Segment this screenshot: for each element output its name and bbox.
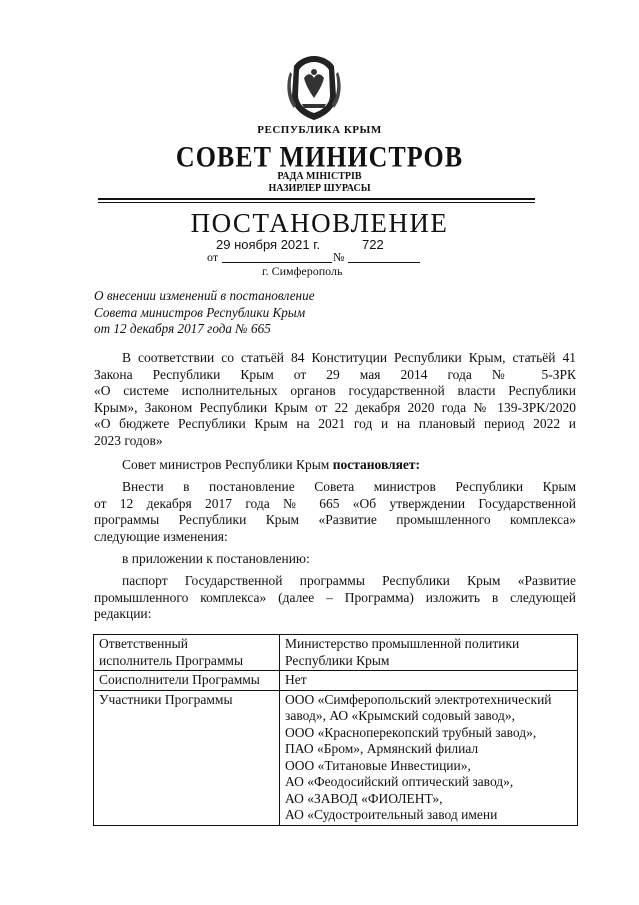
- table-row: [94, 671, 578, 691]
- table-cell-value: [280, 690, 578, 825]
- table-cell-value: [280, 671, 578, 691]
- subject-line: Совета министров Республики Крым: [94, 304, 306, 320]
- city: г. Симферополь: [262, 264, 343, 278]
- paragraph-line: Закона Республики Крым от 29 мая 2014 года № 5-ЗРК: [94, 366, 576, 382]
- council-name-crimean-tatar: НАЗИРЛЕР ШУРАСЫ: [268, 183, 371, 194]
- paragraph-line: «О системе исполнительных органов государственной власти Республики: [94, 383, 576, 398]
- cell-line: АО «Феодосийский оптический завод»,: [285, 774, 514, 789]
- number-label: №: [333, 250, 345, 264]
- cell-line: ООО «Титановые Инвестиции»,: [285, 757, 471, 773]
- resolution-text: Совет министров Республики Крым: [122, 457, 333, 472]
- republic-name: РЕСПУБЛИКА КРЫМ: [257, 124, 382, 136]
- cell-line: Нет: [285, 672, 307, 687]
- paragraph-line: паспорт Государственной программы Республики Крым «Развитие: [122, 573, 576, 588]
- cell-line: Участники Программы: [99, 691, 233, 707]
- paragraph-line: «О бюджете Республики Крым на 2021 год и на плановый период 2022 и: [94, 416, 576, 431]
- decree-title: ПОСТАНОВЛЕНИЕ: [190, 208, 449, 238]
- paragraph-line: Внести в постановление Совета министров Республики Крым: [122, 479, 576, 494]
- table-row: [94, 635, 578, 671]
- paragraph-line: от 12 декабря 2017 года № 665 «Об утверждении Государственной: [94, 495, 576, 511]
- passport-paragraph: [94, 573, 576, 623]
- cell-line: АО «ЗАВОД «ФИОЛЕНТ»,: [285, 790, 443, 806]
- subject-line: от 12 декабря 2017 года № 665: [94, 321, 271, 336]
- resolution-paragraph: [94, 457, 604, 474]
- date-underline: [222, 262, 332, 263]
- subject-line: О внесении изменений в постановление: [94, 288, 315, 303]
- paragraph-line: В соответствии со статьёй 84 Конституции Республики Крым, статьёй 41: [122, 350, 576, 365]
- cell-line: ООО «Симферопольский электротехнический: [285, 691, 552, 707]
- paragraph-line: 2023 годов»: [94, 432, 163, 448]
- header-divider-thin: [98, 202, 535, 203]
- cell-line: АО «Судостроительный завод имени: [285, 807, 498, 822]
- table-cell-label: [94, 690, 280, 825]
- cell-line: Республики Крым: [285, 652, 390, 668]
- paragraph-line: Крым», Законом Республики Крым от 22 декабря 2020 года № 139-ЗРК/2020: [94, 399, 576, 415]
- appendix-paragraph: в приложении к постановлению:: [122, 551, 310, 566]
- cell-line: ООО «Красноперекопский трубный завод»,: [285, 724, 537, 740]
- cell-line: завод», АО «Крымский содовый завод»,: [285, 708, 516, 723]
- paragraph-line: программы Республики Крым «Развитие промышленного комплекса»: [94, 512, 576, 527]
- cell-line: Ответственный: [99, 636, 188, 651]
- council-name-ukrainian: РАДА МІНІСТРІВ: [277, 171, 362, 182]
- number-underline: [348, 262, 420, 263]
- paragraph-line: следующие изменения:: [94, 528, 228, 544]
- cell-line: Министерство промышленной политики: [285, 636, 520, 651]
- council-name: СОВЕТ МИНИСТРОВ: [175, 140, 464, 174]
- table-cell-value: [280, 635, 578, 671]
- paragraph-line: промышленного комплекса» (далее – Программа) изложить в следующей: [94, 589, 576, 605]
- program-passport-table: [93, 634, 578, 826]
- header-divider: [98, 198, 535, 200]
- paragraph-line: редакции:: [94, 606, 152, 621]
- crimea-coat-of-arms-icon: [284, 52, 344, 122]
- decree-subject: [94, 288, 414, 338]
- cell-line: Соисполнители Программы: [99, 672, 260, 687]
- table-cell-label: [94, 635, 280, 671]
- decree-date: 29 ноября 2021 г.: [216, 237, 320, 252]
- amendment-paragraph: [94, 479, 576, 545]
- from-label: от: [207, 250, 219, 264]
- cell-line: исполнитель Программы: [99, 652, 244, 668]
- table-cell-label: [94, 671, 280, 691]
- preamble-paragraph: [94, 350, 576, 449]
- resolution-keyword: постановляет:: [332, 457, 421, 472]
- cell-line: ПАО «Бром», Армянский филиал: [285, 741, 479, 756]
- table-row: [94, 690, 578, 825]
- decree-number: 722: [362, 237, 384, 252]
